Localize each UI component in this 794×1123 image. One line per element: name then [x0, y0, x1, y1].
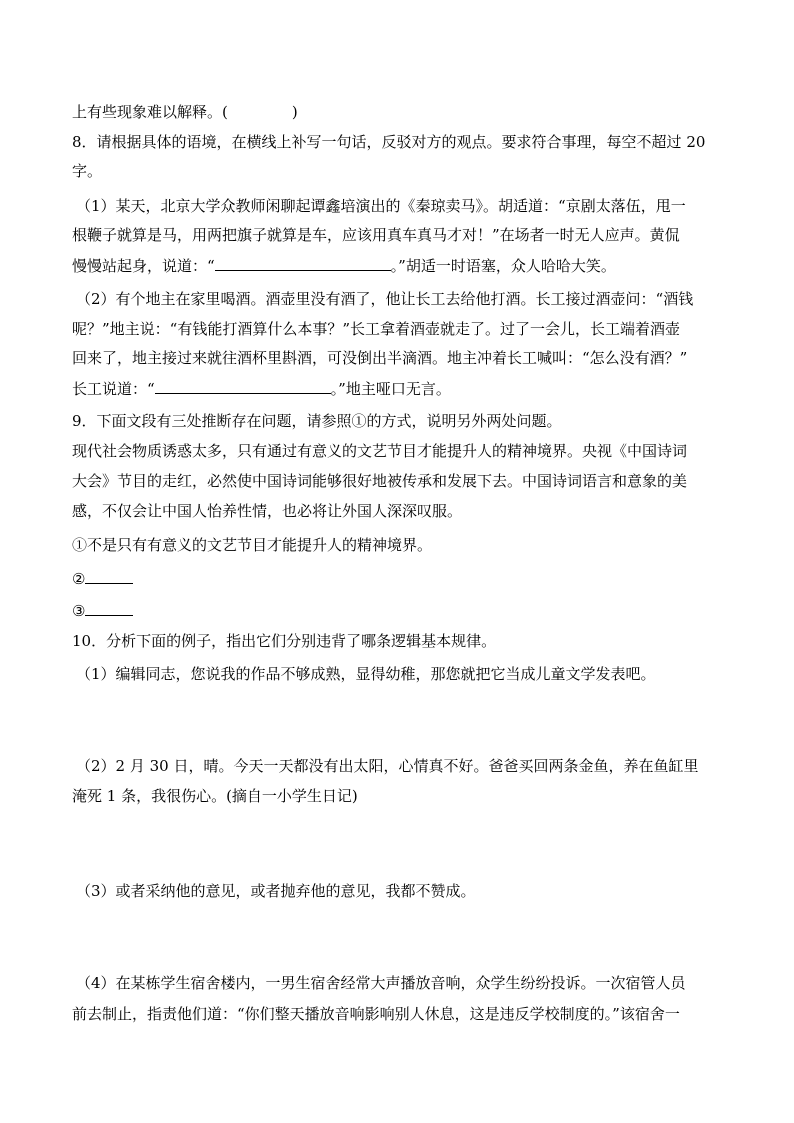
part-1-text-after-blank: 。”胡适一时语塞，众人哈哈大笑。: [390, 257, 616, 275]
answer-blank-4[interactable]: [85, 600, 133, 616]
answer-2-marker: ②: [72, 570, 86, 588]
question-9-passage-line-2: 大会》节目的走红，必然使中国诗词能够很好地被传承和发展下去。中国诗词语言和意象的美: [72, 472, 688, 490]
question-8-part-2-line-3: 回来了，地主接过来就往酒杯里斟酒，可没倒出半滴酒。地主冲着长工喊叫：“怎么没有酒？”: [72, 349, 688, 367]
answer-3-marker: ③: [72, 602, 86, 620]
question-8-prompt-line-2: 字。: [72, 162, 103, 180]
question-7-text: 上有些现象难以解释。(: [72, 103, 228, 121]
question-10-part-4-line-2: 前去制止，指责他们道：“你们整天播放音响影响别人休息，这是违反学校制度的。”该宿舍一: [72, 1005, 680, 1023]
answer-blank-2[interactable]: [155, 378, 331, 394]
question-10-part-4-line-1: （4）在某栋学生宿舍楼内，一男生宿舍经常大声播放音响，众学生纷纷投诉。一次宿管人员: [76, 974, 686, 992]
part-2-text-before-blank: 长工说道：“: [72, 380, 155, 398]
question-8-part-1-line-3: [72, 255, 722, 276]
question-10-part-3: （3）或者采纳他的意见，或者抛弃他的意见，我都不赞成。: [76, 882, 476, 900]
question-9-answer-3: [72, 600, 722, 621]
question-9-prompt: 9．下面文段有三处推断存在问题，请参照①的方式，说明另外两处问题。: [72, 412, 562, 430]
question-9-passage-line-3: 感，不仅会让中国人怡养性情，也必将让外国人深深叹服。: [72, 502, 463, 520]
question-9-answer-2: [72, 568, 722, 589]
question-10-part-2-line-1: （2）2 月 30 日，晴。今天一天都没有出太阳，心情真不好。爸爸买回两条金鱼，养在鱼缸里: [76, 757, 699, 775]
question-8-part-2-line-4: [72, 378, 722, 399]
question-9-passage-line-1: 现代社会物质诱惑太多，只有通过有意义的文艺节目才能提升人的精神境界。央视《中国诗词: [72, 442, 688, 460]
part-2-text-after-blank: 。”地主哑口无言。: [330, 380, 451, 398]
part-1-text-before-blank: 慢慢站起身，说道：“: [72, 257, 215, 275]
question-8-part-2-line-1: （2）有个地主在家里喝酒。酒壶里没有酒了，他让长工去给他打酒。长工接过酒壶问：“酒钱: [76, 290, 694, 308]
answer-blank-1[interactable]: [215, 255, 391, 271]
question-7-tail: [72, 102, 722, 122]
question-10-prompt: 10．分析下面的例子，指出它们分别违背了哪条逻辑基本规律。: [72, 632, 497, 650]
question-8-part-1-line-2: 根鞭子就算是马，用两把旗子就算是车，应该用真车真马才对！”在场者一时无人应声。黄侃: [72, 226, 680, 244]
question-10-part-1: （1）编辑同志，您说我的作品不够成熟，显得幼稚，那您就把它当成儿童文学发表吧。: [76, 665, 656, 683]
answer-blank-3[interactable]: [85, 568, 133, 584]
question-7-close-paren: ): [291, 103, 298, 121]
question-10-part-2-line-2: 淹死 1 条，我很伤心。(摘自一小学生日记): [72, 787, 358, 805]
question-8-part-1-line-1: （1）某天，北京大学众教师闲聊起谭鑫培演出的《秦琼卖马》。胡适道：“京剧太落伍，甩一: [76, 197, 686, 215]
question-8-part-2-line-2: 呢？”地主说：“有钱能打酒算什么本事？”长工拿着酒壶就走了。过了一会儿，长工端着酒壶: [72, 320, 681, 338]
question-9-example-answer: ①不是只有有意义的文艺节目才能提升人的精神境界。: [72, 536, 433, 554]
question-8-prompt-line-1: 8．请根据具体的语境，在横线上补写一句话，反驳对方的观点。要求符合事理，每空不超过 20: [72, 133, 706, 151]
